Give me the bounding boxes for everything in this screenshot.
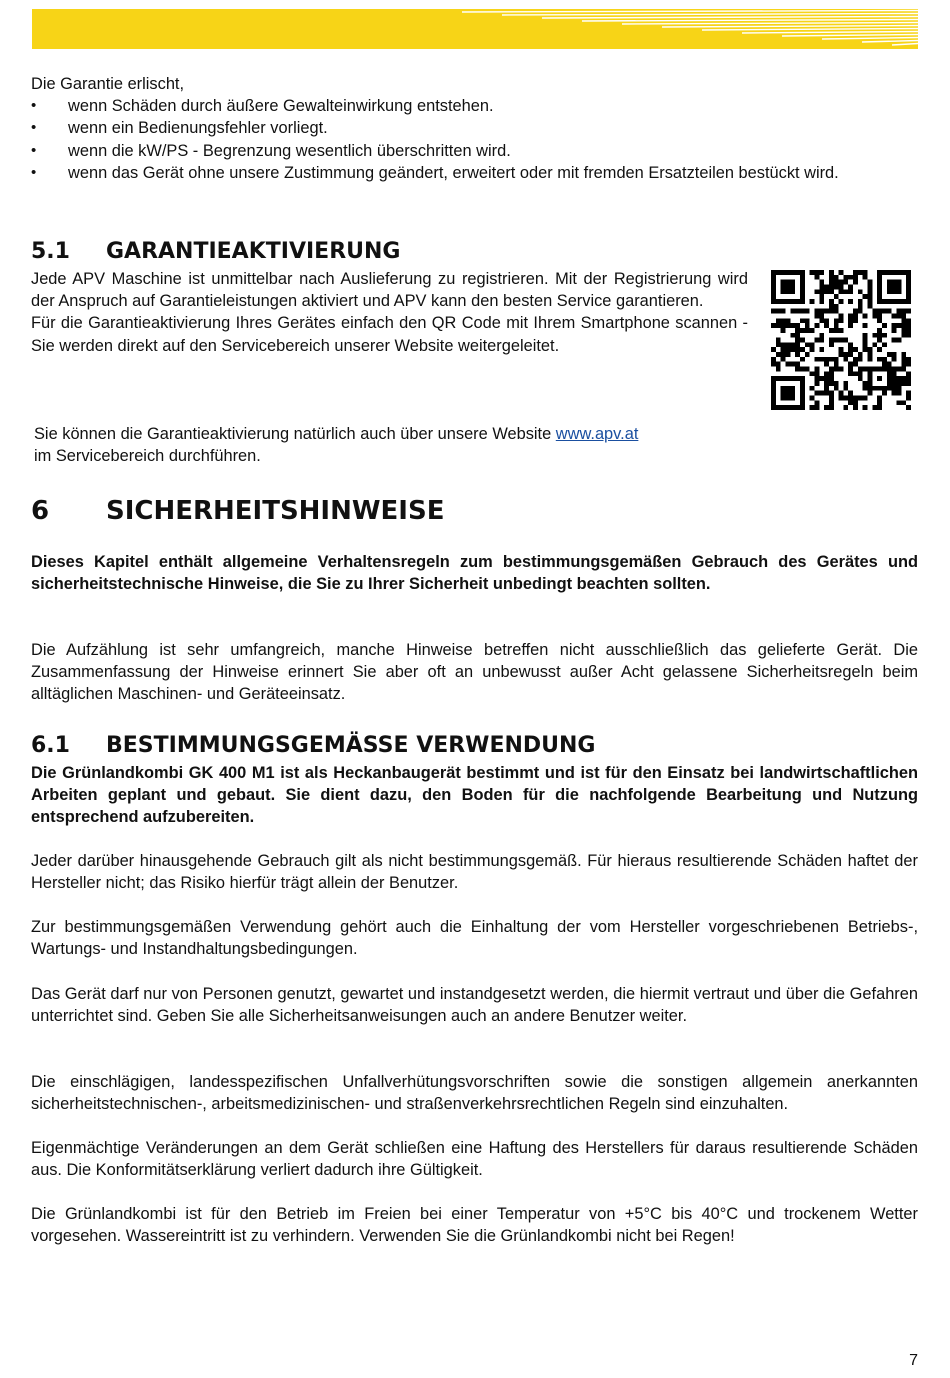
section-heading-6 xyxy=(31,496,731,526)
website-text-continued: im Servicebereich durchführen. xyxy=(34,447,261,466)
section-title: GARANTIEAKTIVIERUNG xyxy=(106,239,401,264)
website-link[interactable]: www.apv.at xyxy=(555,425,639,443)
section-number: 6 xyxy=(31,496,50,526)
warranty-bullet: • wenn Schäden durch äußere Gewalteinwirkung entstehen. xyxy=(31,95,918,117)
paragraph: Jede APV Maschine ist unmittelbar nach Auslieferung zu registrieren. Mit der Registrierung wird der Anspruch auf Garantieleistungen aktiviert und APV kann den besten Service garantieren. xyxy=(31,270,748,311)
qr-code-icon[interactable] xyxy=(771,270,911,410)
paragraph: Zur bestimmungsgemäßen Verwendung gehört auch die Einhaltung der vom Hersteller vorgeschriebenen Betriebs-, Wartungs- und Instandhaltungsbedingungen. xyxy=(31,918,918,959)
section-number: 6.1 xyxy=(31,733,70,758)
section-heading-5-1 xyxy=(31,239,731,265)
section-6-lead: Dieses Kapitel enthält allgemeine Verhaltensregeln zum bestimmungsgemäßen Gebrauch des Gerätes und sicherheitstechnische Hinweise, die Sie zu Ihrer Sicherheit unbedingt beachten sollten. xyxy=(31,553,918,594)
warranty-bullet-list xyxy=(31,95,918,184)
paragraph: Das Gerät darf nur von Personen genutzt, gewartet und instandgesetzt werden, die hiermit vertraut und über die Gefahren unterrichtet sind. Geben Sie alle Sicherheitsanweisungen auch an andere Benutzer weiter. xyxy=(31,985,918,1026)
section-title: BESTIMMUNGSGEMÄSSE VERWENDUNG xyxy=(106,733,596,758)
paragraph: Die Grünlandkombi ist für den Betrieb im Freien bei einer Temperatur von +5°C bis 40°C und trockenem Wetter vorgesehen. Wassereintritt ist zu verhindern. Verwenden Sie die Grünlandkombi nicht bei Regen! xyxy=(31,1205,918,1246)
header-stripe-band xyxy=(32,9,918,49)
warranty-bullet: • wenn ein Bedienungsfehler vorliegt. xyxy=(31,117,918,139)
website-text: Sie können die Garantieaktivierung natürlich auch über unsere Website xyxy=(34,425,556,443)
page-number: 7 xyxy=(909,1352,918,1369)
website-paragraph xyxy=(34,423,754,467)
warranty-bullet: • wenn das Gerät ohne unsere Zustimmung geändert, erweitert oder mit fremden Ersatzteilen bestückt wird. xyxy=(31,162,918,184)
warranty-intro: Die Garantie erlischt, xyxy=(31,75,185,93)
section-title: SICHERHEITSHINWEISE xyxy=(106,496,445,526)
section-heading-6-1 xyxy=(31,733,831,759)
section-6-1-lead: Die Grünlandkombi GK 400 M1 ist als Heckanbaugerät bestimmt und ist für den Einsatz bei landwirtschaftlichen Arbeiten geplant und gebaut. Sie dient dazu, den Boden für die nachfolgende Bearbeitung und Nutzung entsprechend aufzubereiten. xyxy=(31,764,918,827)
paragraph: Für die Garantieaktivierung Ihres Gerätes einfach den QR Code mit Ihrem Smartphone scannen - Sie werden direkt auf den Servicebereich unserer Website weitergeleitet. xyxy=(31,314,748,355)
paragraph: Jeder darüber hinausgehende Gebrauch gilt als nicht bestimmungsgemäß. Für hieraus resultierende Schäden haftet der Hersteller nicht; das Risiko hierfür trägt allein der Benutzer. xyxy=(31,852,918,893)
paragraph: Die Aufzählung ist sehr umfangreich, manche Hinweise betreffen nicht ausschließlich das gelieferte Gerät. Die Zusammenfassung der Hinweise erinnert Sie aber oft an unbewusst außer Acht gelassene Sicherheitsregeln beim alltäglichen Maschinen- und Geräteeinsatz. xyxy=(31,641,918,704)
paragraph: Eigenmächtige Veränderungen an dem Gerät schließen eine Haftung des Herstellers für daraus resultierende Schäden aus. Die Konformitätserklärung verliert dadurch ihre Gültigkeit. xyxy=(31,1139,918,1180)
section-number: 5.1 xyxy=(31,239,70,264)
paragraph: Die einschlägigen, landesspezifischen Unfallverhütungsvorschriften sowie die sonstigen allgemein anerkannten sicherheitstechnischen-, arbeitsmedizinischen- und straßenverkehrsrechtlichen Regeln sind einzuhalten. xyxy=(31,1073,918,1114)
warranty-bullet: • wenn die kW/PS - Begrenzung wesentlich überschritten wird. xyxy=(31,140,918,162)
section-5-1-body xyxy=(31,268,748,357)
warranty-section xyxy=(31,73,918,184)
